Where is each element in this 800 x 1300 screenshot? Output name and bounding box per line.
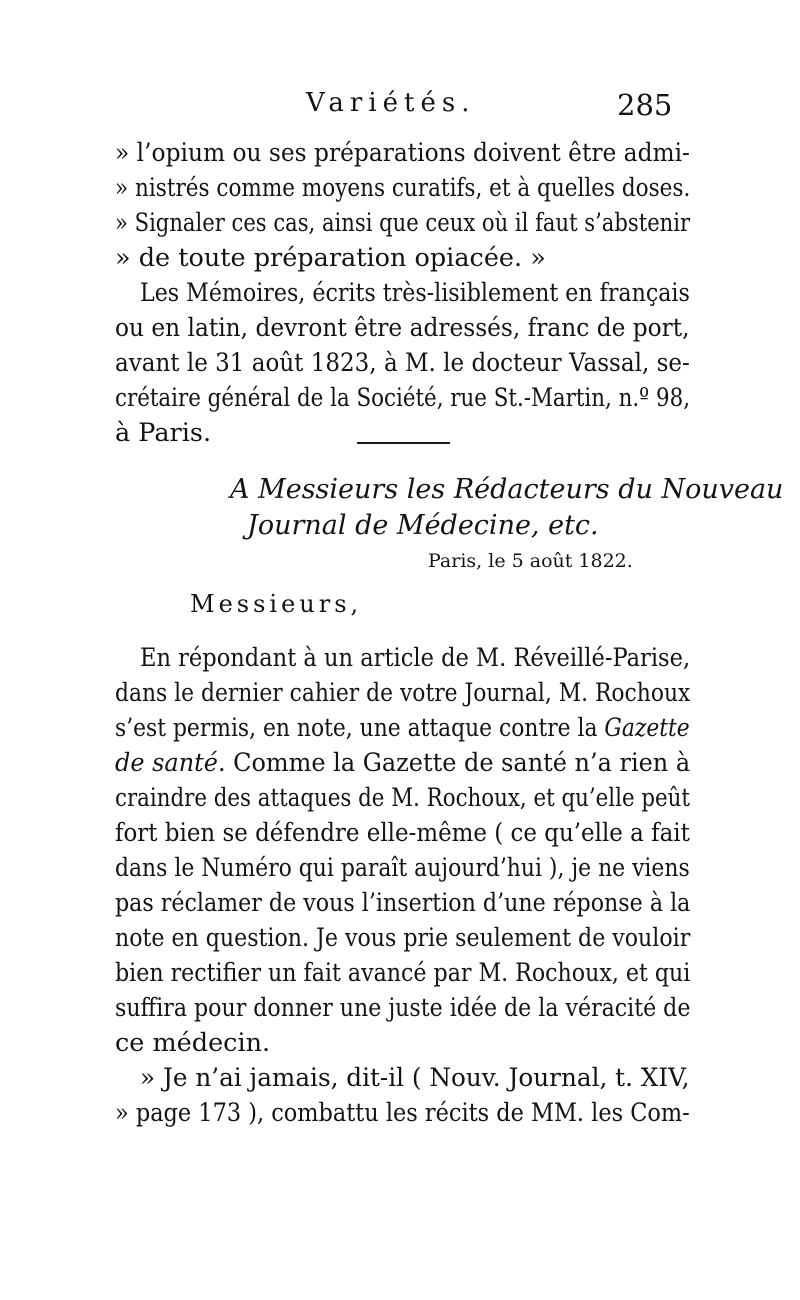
section-divider — [357, 442, 450, 444]
text-line: En répondant à un article de M. Réveillé-Parise, — [140, 643, 691, 673]
text-run: . Comme la Gazette de santé n’a rien à — [217, 748, 691, 778]
italic-title: de santé — [115, 748, 218, 778]
text-line: » l’opium ou ses préparations doivent être admi- — [115, 138, 690, 168]
page-header — [0, 88, 800, 128]
text-line: » Signaler ces cas, ainsi que ceux où il faut s’abstenir — [115, 208, 691, 238]
page-number: 285 — [617, 88, 673, 122]
letter-address-line-2: Journal de Médecine, etc. — [247, 510, 599, 541]
italic-title: Gazette — [604, 713, 690, 743]
text-line: ou en latin, devront être adressés, franc de port, — [115, 313, 690, 343]
text-line: bien rectifier un fait avancé par M. Rochoux, et qui — [115, 958, 691, 988]
running-title: Variétés. — [306, 88, 476, 118]
text-line: » page 173 ), combattu les récits de MM. les Com- — [115, 1098, 690, 1128]
text-line: à Paris. — [115, 418, 212, 448]
text-line — [115, 746, 691, 780]
text-line: » nistrés comme moyens curatifs, et à quelles doses. — [115, 173, 691, 203]
letter-salutation: Messieurs, — [190, 590, 363, 618]
text-line: » de toute préparation opiacée. » — [115, 243, 546, 273]
text-line: note en question. Je vous prie seulement de vouloir — [115, 923, 691, 953]
text-line: fort bien se défendre elle-même ( ce qu’elle a fait — [115, 818, 690, 848]
text-line: » Je n’ai jamais, dit-il ( Nouv. Journal, t. XIV, — [140, 1063, 690, 1093]
text-line — [115, 711, 690, 745]
text-line: ce médecin. — [115, 1028, 271, 1058]
text-line: crétaire général de la Société, rue St.-Martin, n.º 98, — [115, 383, 691, 413]
text-line: Les Mémoires, écrits très-lisiblement en français — [140, 278, 690, 308]
text-line: craindre des attaques de M. Rochoux, et qu’elle peût — [115, 783, 690, 813]
text-line: pas réclamer de vous l’insertion d’une réponse à la — [115, 888, 691, 918]
text-line: dans le dernier cahier de votre Journal, M. Rochoux — [115, 678, 691, 708]
text-line: avant le 31 août 1823, à M. le docteur Vassal, se- — [115, 348, 690, 378]
letter-address-line-1: A Messieurs les Rédacteurs du Nouveau — [230, 474, 784, 505]
text-run: s’est permis, en note, une attaque contre la — [115, 713, 605, 743]
text-line: dans le Numéro qui paraît aujourd’hui ), je ne viens — [115, 853, 690, 883]
letter-dateline: Paris, le 5 août 1822. — [428, 550, 633, 572]
text-line: suffira pour donner une juste idée de la véracité de — [115, 993, 691, 1023]
